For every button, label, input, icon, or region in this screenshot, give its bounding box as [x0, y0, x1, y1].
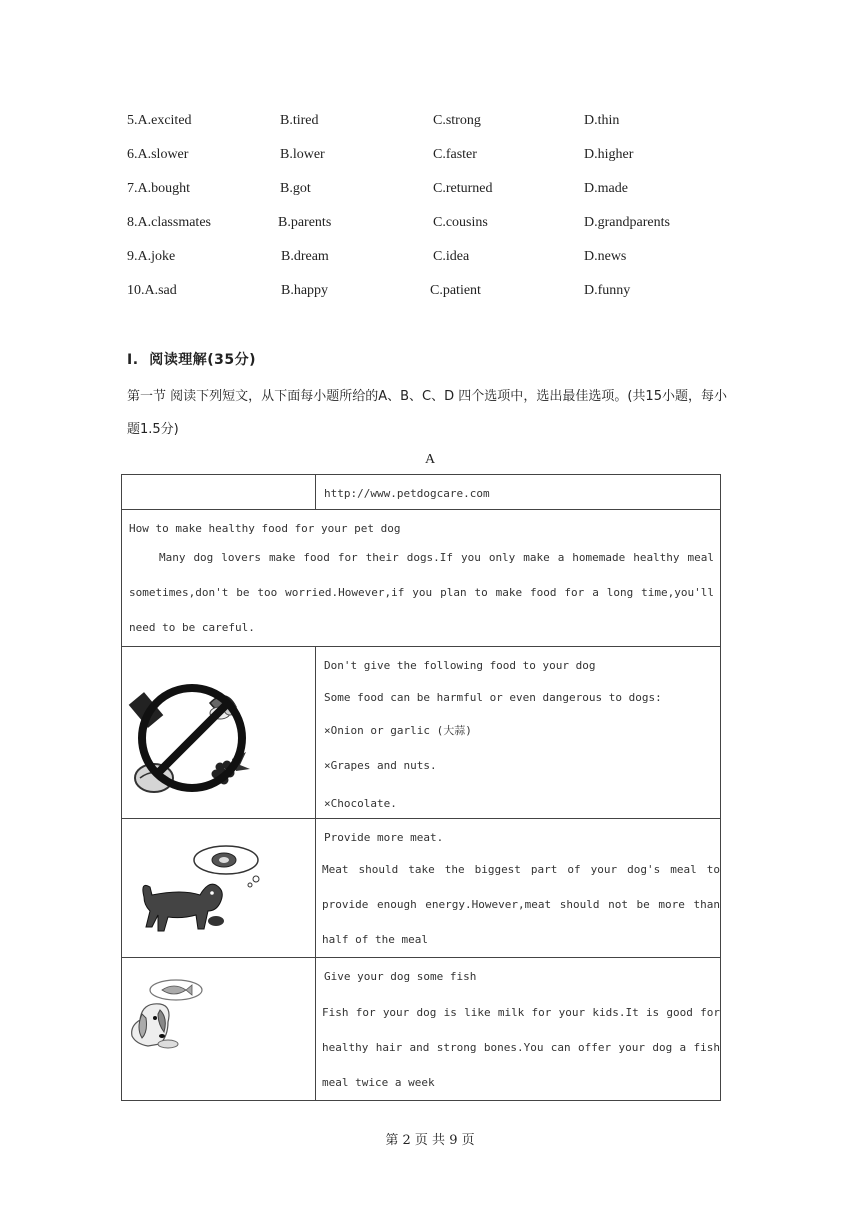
option-d: D.news	[584, 249, 627, 264]
tip-row	[122, 647, 721, 819]
option-b: B.got	[280, 181, 311, 196]
tip-cell	[316, 958, 721, 1101]
article-intro: Many dog lovers make food for their dogs.If you only make a homemade healthy meal sometimes,don't be too worried.However,if you plan to make food for a long time,you'll need to be careful.	[129, 551, 714, 634]
tip-line: ×Onion or garlic (大蒜)	[324, 724, 472, 737]
option-c: C.strong	[433, 113, 481, 128]
option-c: C.returned	[433, 181, 493, 196]
option-c: C.faster	[433, 147, 477, 162]
option-d: D.grandparents	[584, 215, 670, 230]
url-cell	[316, 475, 721, 510]
option-d: D.higher	[584, 147, 634, 162]
image-cell	[122, 819, 316, 958]
option-d: D.funny	[584, 283, 631, 298]
dog-meat-icon	[122, 819, 316, 954]
tip-heading: Give your dog some fish	[324, 970, 477, 983]
option-a: 9.A.joke	[127, 249, 176, 264]
image-cell	[122, 958, 316, 1101]
intro-cell	[122, 510, 721, 647]
tip-cell	[316, 647, 721, 819]
url-row	[122, 475, 721, 510]
option-row	[0, 181, 860, 203]
option-b: B.dream	[281, 249, 329, 264]
option-row	[0, 147, 860, 169]
passage-label: A	[424, 452, 436, 467]
option-d: D.thin	[584, 113, 620, 128]
section-title: I. 阅读理解(35分)	[127, 352, 257, 368]
option-a: 6.A.slower	[127, 147, 189, 162]
option-row	[0, 283, 860, 305]
option-d: D.made	[584, 181, 628, 196]
image-cell	[122, 647, 316, 819]
dog-fish-icon	[122, 958, 316, 1093]
option-b: B.happy	[281, 283, 329, 298]
tip-line: ×Chocolate.	[324, 797, 397, 810]
tip-cell	[316, 819, 721, 958]
option-row	[0, 113, 860, 135]
option-c: C.idea	[433, 249, 470, 264]
option-a: 10.A.sad	[127, 283, 177, 298]
option-row	[0, 215, 860, 237]
article-title: How to make healthy food for your pet dog	[129, 522, 401, 535]
option-a: 7.A.bought	[127, 181, 190, 196]
tip-line: Meat should take the biggest part of your dog's meal to provide enough energy.However,meat should not be more than half of the meal	[322, 863, 720, 946]
no-food-icon	[122, 647, 316, 815]
page-footer: 第 2 页 共 9 页	[385, 1133, 475, 1148]
option-b: B.lower	[280, 147, 325, 162]
article-table	[121, 474, 721, 1101]
option-a: 5.A.excited	[127, 113, 192, 128]
empty-cell	[122, 475, 316, 510]
intro-row	[122, 510, 721, 647]
tip-row	[122, 958, 721, 1101]
option-b: B.tired	[280, 113, 319, 128]
tip-row	[122, 819, 721, 958]
tip-heading: Provide more meat.	[324, 831, 444, 844]
tip-heading: Don't give the following food to your dog	[324, 659, 596, 672]
website-url[interactable]: http://www.petdogcare.com	[324, 487, 490, 500]
tip-line: Some food can be harmful or even dangerous to dogs:	[324, 691, 662, 704]
option-c: C.patient	[430, 283, 481, 298]
option-c: C.cousins	[433, 215, 488, 230]
tip-line: ×Grapes and nuts.	[324, 759, 437, 772]
option-a: 8.A.classmates	[127, 215, 211, 230]
option-row	[0, 249, 860, 271]
section-instruction: 第一节 阅读下列短文，从下面每小题所给的A、B、C、D 四个选项中，选出最佳选项。(共15小题，每小题1.5分)	[127, 389, 727, 437]
tip-line: Fish for your dog is like milk for your kids.It is good for healthy hair and strong bones.You can offer your dog a fish meal twice a week	[322, 1006, 720, 1089]
option-b: B.parents	[278, 215, 332, 230]
